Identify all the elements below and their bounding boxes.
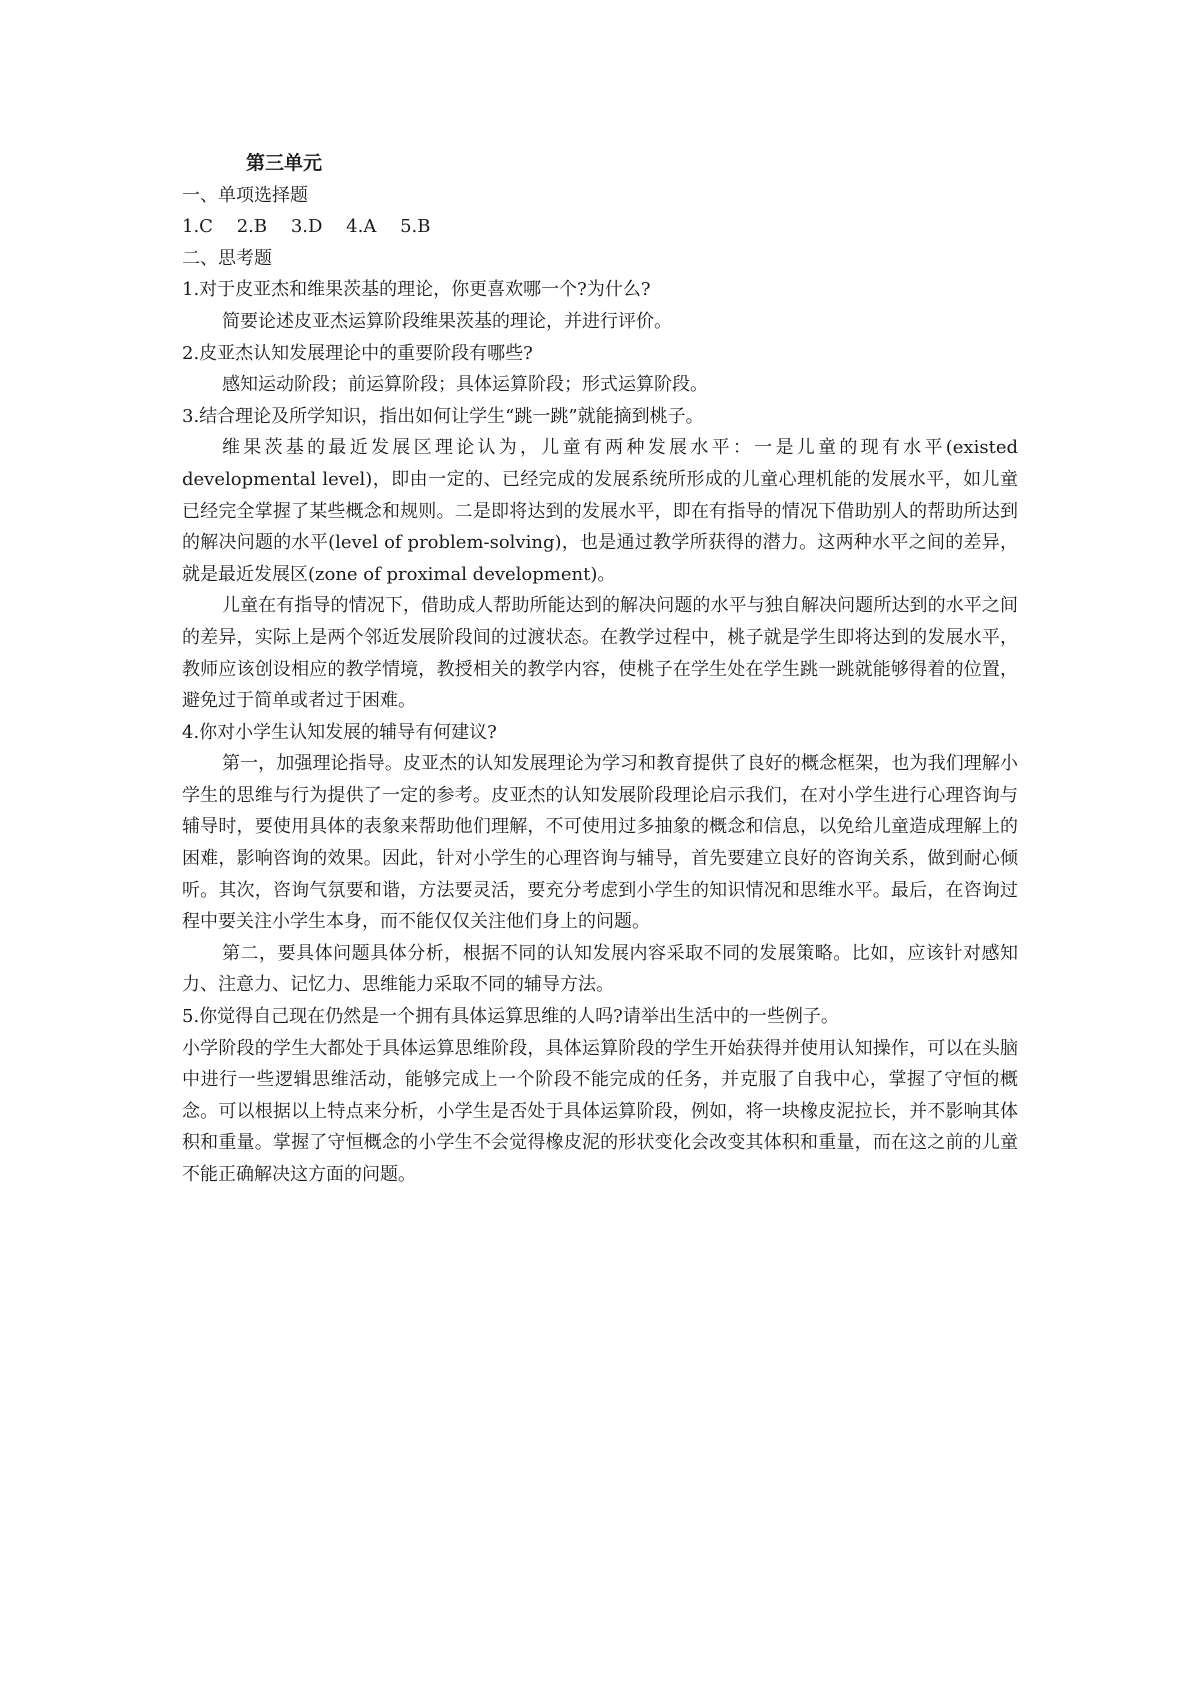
answer-paragraph: 感知运动阶段；前运算阶段；具体运算阶段；形式运算阶段。	[222, 374, 708, 396]
section-heading-choice: 一、单项选择题	[182, 184, 308, 206]
answer-4: 4.A	[346, 216, 377, 238]
answer-paragraph: 简要论述皮亚杰运算阶段维果茨基的理论，并进行评价。	[222, 310, 672, 332]
document-page	[182, 148, 1018, 1191]
answer-3: 3.D	[290, 216, 323, 238]
answer-2: 2.B	[236, 216, 268, 238]
question-1: 1.对于皮亚杰和维果茨基的理论，你更喜欢哪一个?为什么?	[182, 279, 651, 301]
question-3: 3.结合理论及所学知识，指出如何让学生“跳一跳”就能摘到桃子。	[182, 405, 704, 427]
answer-paragraph: 维果茨基的最近发展区理论认为，儿童有两种发展水平：一是儿童的现有水平(existed developmental level)，即由一定的、已经完成的发展系统所形成的儿童心理机能的发展水平，如儿童已经完全掌握了某些概念和规则。二是即将达到的发展水平，即在有指导的情况下借助别人的帮助所达到的解决问题的水平(level of problem-solving)，也是通过教学所获得的潜力。这两种水平之间的差异，就是最近发展区(zone of proximal development)。	[182, 437, 1018, 585]
answer-5: 5.B	[400, 216, 431, 238]
section-heading-thinking: 二、思考题	[182, 247, 272, 269]
question-5: 5.你觉得自己现在仍然是一个拥有具体运算思维的人吗?请举出生活中的一些例子。	[182, 1006, 839, 1028]
answer-1: 1.C	[182, 216, 213, 238]
answer-key	[182, 211, 1018, 243]
page-title: 第三单元	[246, 152, 323, 174]
answer-paragraph: 儿童在有指导的情况下，借助成人帮助所能达到的解决问题的水平与独自解决问题所达到的水平之间的差异，实际上是两个邻近发展阶段间的过渡状态。在教学过程中，桃子就是学生即将达到的发展水平，教师应该创设相应的教学情境，教授相关的教学内容，使桃子在学生处在学生跳一跳就能够得着的位置，避免过于简单或者过于困难。	[182, 595, 1018, 712]
answer-paragraph: 小学阶段的学生大都处于具体运算思维阶段，具体运算阶段的学生开始获得并使用认知操作，可以在头脑中进行一些逻辑思维活动，能够完成上一个阶段不能完成的任务，并克服了自我中心，掌握了守恒的概念。可以根据以上特点来分析，小学生是否处于具体运算阶段，例如，将一块橡皮泥拉长，并不影响其体积和重量。掌握了守恒概念的小学生不会觉得橡皮泥的形状变化会改变其体积和重量，而在这之前的儿童不能正确解决这方面的问题。	[182, 1037, 1018, 1185]
question-4: 4.你对小学生认知发展的辅导有何建议?	[182, 721, 497, 743]
answer-paragraph: 第一，加强理论指导。皮亚杰的认知发展理论为学习和教育提供了良好的概念框架，也为我们理解小学生的思维与行为提供了一定的参考。皮亚杰的认知发展阶段理论启示我们，在对小学生进行心理咨询与辅导时，要使用具体的表象来帮助他们理解，不可使用过多抽象的概念和信息，以免给儿童造成理解上的困难，影响咨询的效果。因此，针对小学生的心理咨询与辅导，首先要建立良好的咨询关系，做到耐心倾听。其次，咨询气氛要和谐，方法要灵活，要充分考虑到小学生的知识情况和思维水平。最后，在咨询过程中要关注小学生本身，而不能仅仅关注他们身上的问题。	[182, 753, 1018, 933]
answer-paragraph: 第二，要具体问题具体分析，根据不同的认知发展内容采取不同的发展策略。比如，应该针对感知力、注意力、记忆力、思维能力采取不同的辅导方法。	[182, 942, 1018, 996]
question-2: 2.皮亚杰认知发展理论中的重要阶段有哪些?	[182, 342, 533, 364]
